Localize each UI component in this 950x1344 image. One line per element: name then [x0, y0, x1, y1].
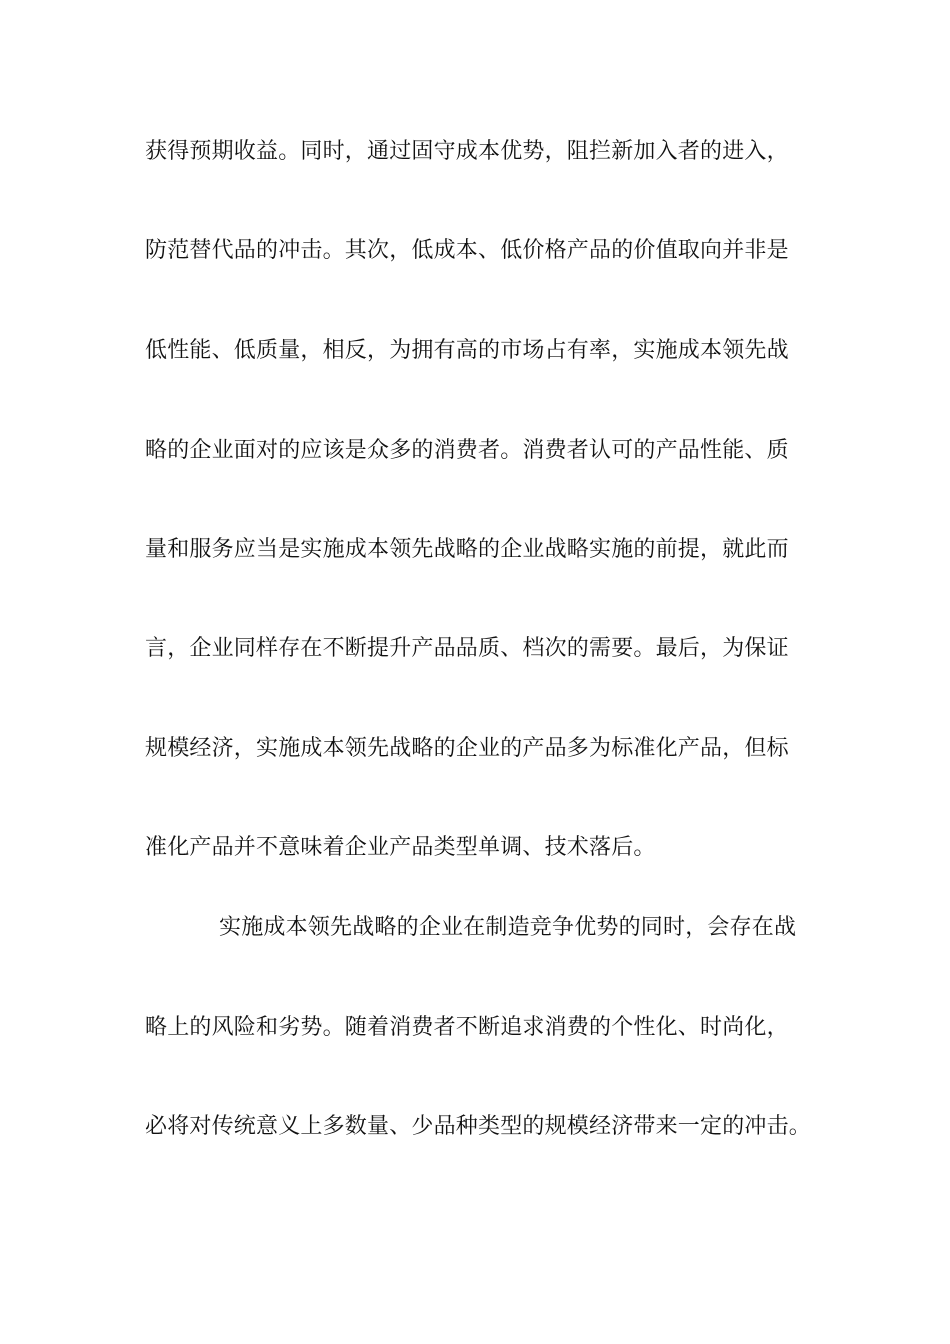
paragraph-line: 略上的风险和劣势。随着消费者不断追求消费的个性化、时尚化，	[145, 1015, 789, 1040]
paragraph-line: 防范替代品的冲击。其次，低成本、低价格产品的价值取向并非是	[145, 238, 789, 263]
paragraph-line: 量和服务应当是实施成本领先战略的企业战略实施的前提，就此而	[145, 537, 789, 562]
paragraph-line: 言，企业同样存在不断提升产品品质、档次的需要。最后，为保证	[145, 636, 789, 661]
paragraph-line: 略的企业面对的应该是众多的消费者。消费者认可的产品性能、质	[145, 438, 789, 463]
paragraph-line: 获得预期收益。同时，通过固守成本优势，阻拦新加入者的进入，	[145, 139, 789, 164]
paragraph-line: 规模经济，实施成本领先战略的企业的产品多为标准化产品，但标	[145, 736, 789, 761]
paragraph-line: 实施成本领先战略的企业在制造竞争优势的同时，会存在战	[219, 915, 797, 940]
paragraph-line: 准化产品并不意味着企业产品类型单调、技术落后。	[145, 835, 656, 860]
paragraph-line: 低性能、低质量，相反，为拥有高的市场占有率，实施成本领先战	[145, 338, 789, 363]
paragraph-line: 必将对传统意义上多数量、少品种类型的规模经济带来一定的冲击。	[145, 1114, 812, 1139]
